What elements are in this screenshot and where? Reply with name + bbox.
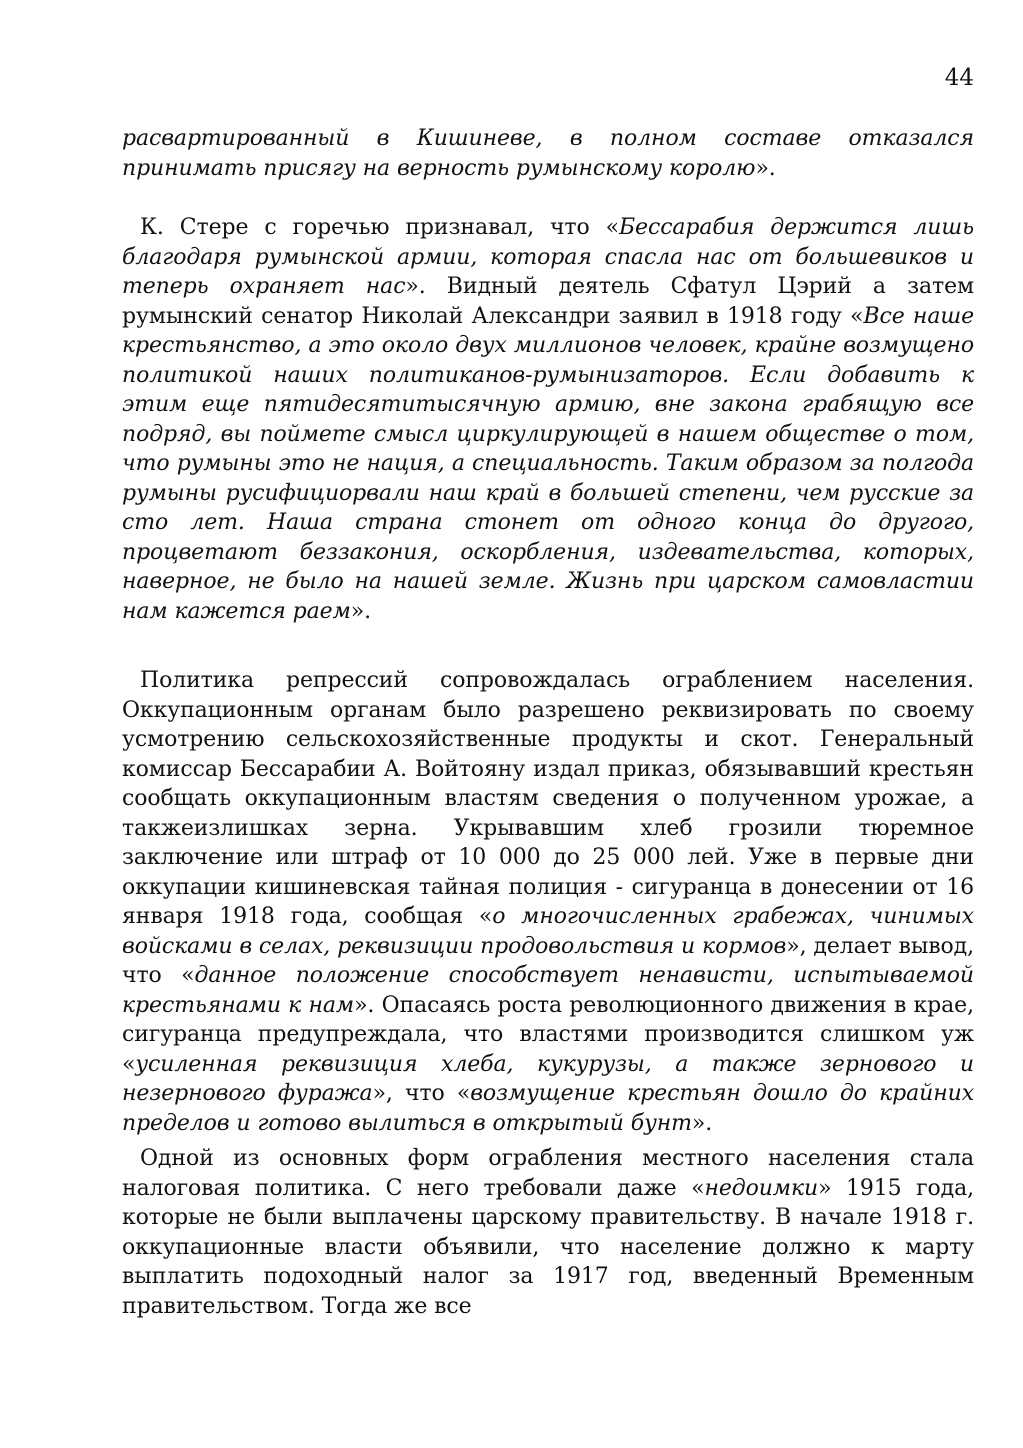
body-text: [122, 124, 974, 1321]
plain-text: ».: [691, 1110, 713, 1136]
plain-text: К. Стере с горечью признавал, что «: [140, 215, 619, 240]
plain-text: ».: [755, 155, 776, 181]
paragraph-4: [122, 1144, 974, 1321]
quote-text: возмущение крестьян дошло до крайних пределов и готово вылиться в открытый бунт: [122, 1081, 975, 1136]
document-page: [122, 0, 974, 1448]
quote-text: о многочисленных грабежах, чинимых войсками в селах, реквизиции продовольствия и кормов: [122, 904, 974, 959]
paragraph-1: [122, 124, 974, 183]
page-number: 44: [944, 65, 974, 91]
quote-text: данное положение способствует ненависти, испытываемой крестьянами к нам: [122, 963, 974, 1018]
plain-text: ». Видный деятель Сфатул Цэрий а затем румынский сенатор Николай Александри заявил в 1918 году «: [122, 274, 974, 329]
plain-text: », что «: [372, 1081, 471, 1106]
paragraph-3: [122, 666, 974, 1138]
quote-text: недоимки: [704, 1175, 819, 1201]
plain-text: ». Опасаясь роста революционного движения в крае, сигуранца предупреждала, что властями производится слишком уж «: [122, 992, 974, 1077]
plain-text: » 1915 года, которые не были выплачены царскому правительству. В начале 1918 г. оккупационные власти объявили, что население должно к марту выплатить подоходный налог за 1917 год, введенный Временным правительством. Тогда же все: [122, 1175, 974, 1319]
quote-text: Бессарабия держится лишь благодаря румынской армии, которая спасла нас от большевиков и теперь охраняет нас: [122, 215, 974, 299]
italic-text: расвартированный в Кишиневе, в полном составе отказался принимать присягу на верность румынскому королю: [122, 126, 974, 181]
paragraph-2: [122, 213, 974, 626]
plain-text: Политика репрессий сопровождалась ограблением населения. Оккупационным органам было разрешено реквизировать по своему усмотрению сельскохозяйственные продукты и скот. Генеральный комиссар Бессарабии А. Войтояну издал приказ, обязывавший крестьян сообщать оккупационным властям сведения о полученном урожае, а такжеизлишках зерна. Укрывавшим хлеб грозили тюремное заключение или штраф от 10 000 до 25 000 лей. Уже в первые дни оккупации кишиневская тайная полиция - сигуранца в донесении от 16 января 1918 года, сообщая «: [122, 668, 974, 929]
quote-text: Все наше крестьянство, а это около двух миллионов человек, крайне возмущено политикой наших политиканов-румынизаторов. Если добавить к этим еще пятидесятитысячную армию, вне закона грабящую все подряд, вы поймете смысл циркулирующей в нашем обществе о том, что румыны это не нация, а специальность. Таким образом за полгода румыны русифициорвали наш край в большей степени, чем русские за сто лет. Наша страна стонет от одного конца до другого, процветают беззакония, оскорбления, издевательства, которых, наверное, не было на нашей земле. Жизнь при царском самовластии нам кажется раем: [122, 303, 974, 624]
plain-text: ».: [350, 598, 371, 624]
quote-text: усиленная реквизиция хлеба, кукурузы, а также зернового и незернового фуража: [122, 1051, 974, 1106]
plain-text: Одной из основных форм ограбления местного населения стала налоговая политика. С него требовали даже «: [122, 1146, 974, 1201]
plain-text: », делает вывод, что «: [122, 933, 974, 988]
